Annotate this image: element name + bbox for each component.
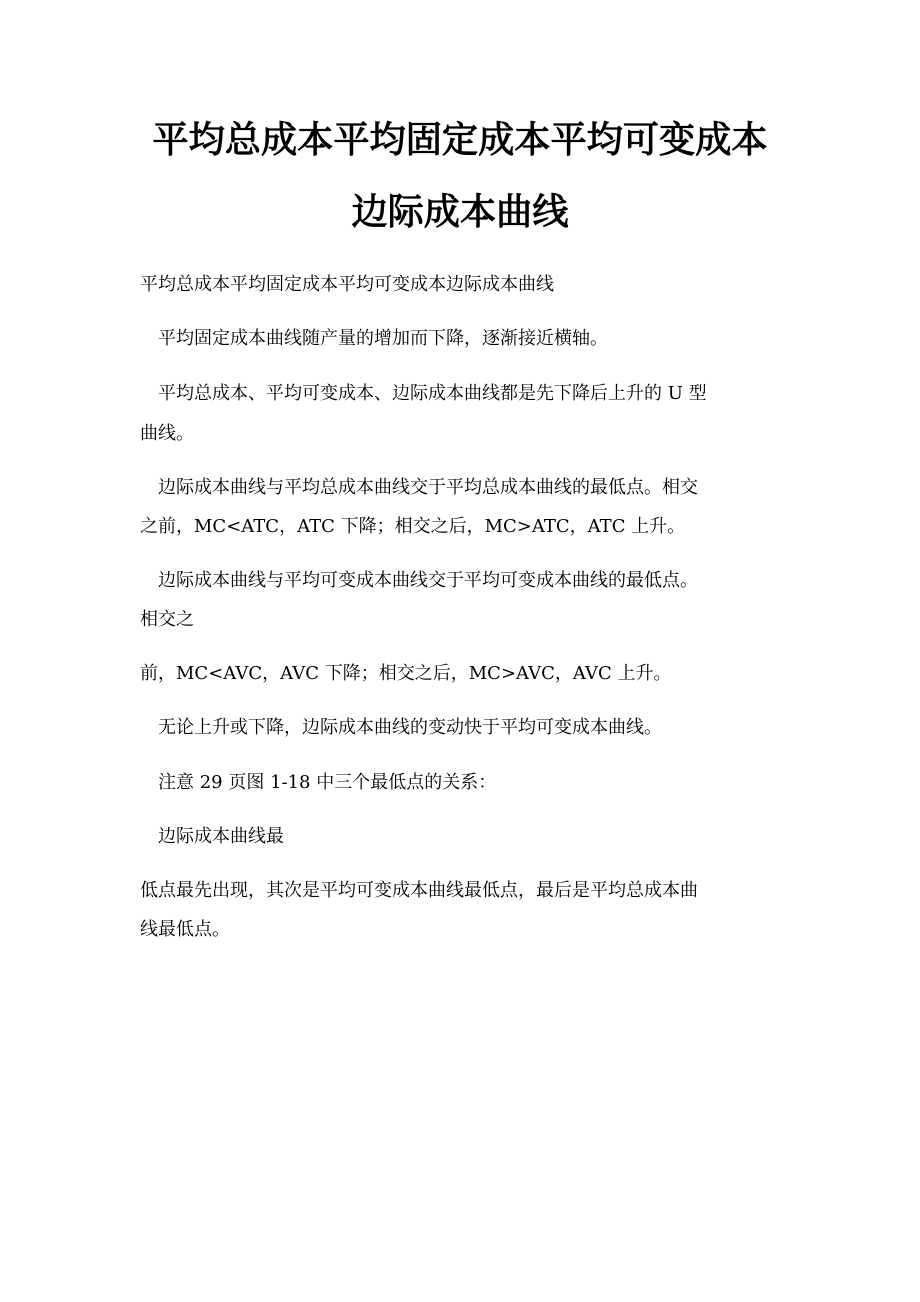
document-title-line-2: 边际成本曲线	[351, 190, 569, 233]
paragraph-line: 低点最先出现，其次是平均可变成本曲线最低点，最后是平均总成本曲	[140, 880, 698, 901]
paragraph-line: 无论上升或下降，边际成本曲线的变动快于平均可变成本曲线。	[140, 717, 662, 738]
paragraph-line: 注意 29 页图 1-18 中三个最低点的关系：	[140, 772, 497, 793]
paragraph-line: 边际成本曲线与平均可变成本曲线交于平均可变成本曲线的最低点。	[140, 570, 698, 591]
paragraph-line: 线最低点。	[140, 919, 230, 940]
paragraph-line: 平均总成本平均固定成本平均可变成本边际成本曲线	[140, 274, 554, 295]
paragraph-line: 边际成本曲线最	[140, 826, 284, 847]
paragraph-line: 相交之	[140, 609, 194, 630]
paragraph-line: 前，MC<AVC，AVC 下降；相交之后，MC>AVC，AVC 上升。	[140, 663, 672, 684]
paragraph-line: 之前，MC<ATC，ATC 下降；相交之后，MC>ATC，ATC 上升。	[140, 516, 686, 537]
paragraph-line: 平均总成本、平均可变成本、边际成本曲线都是先下降后上升的 U 型	[140, 383, 707, 404]
paragraph-line: 平均固定成本曲线随产量的增加而下降，逐渐接近横轴。	[140, 328, 608, 349]
paragraph-line: 边际成本曲线与平均总成本曲线交于平均总成本曲线的最低点。相交	[140, 477, 698, 498]
document-title-line-1: 平均总成本平均固定成本平均可变成本	[152, 118, 768, 161]
paragraph-line: 曲线。	[140, 423, 194, 444]
